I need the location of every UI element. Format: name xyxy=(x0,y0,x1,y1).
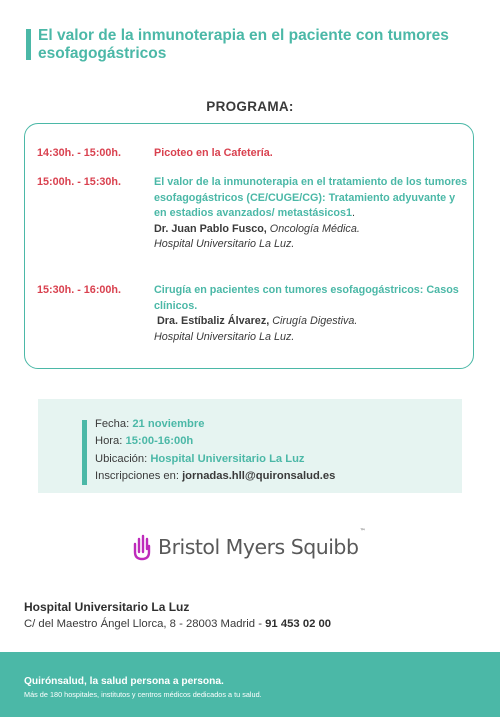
program-time: 15:00h. - 15:30h. xyxy=(37,176,122,188)
info-time xyxy=(95,433,335,450)
page-title: El valor de la inmunoterapia en el paciente con tumores esofagogástricos xyxy=(38,27,449,62)
event-info-lines xyxy=(95,416,335,485)
info-location-label: Ubicación: xyxy=(95,452,148,465)
info-date-label: Fecha: xyxy=(95,418,130,430)
speaker-name: Dr. Juan Pablo Fusco, xyxy=(154,222,267,235)
bms-mark-icon xyxy=(132,533,152,561)
address-phone[interactable]: 91 453 02 00 xyxy=(265,618,332,630)
sponsor-logo xyxy=(132,530,365,564)
program-hospital: Hospital Universitario La Luz. xyxy=(154,330,295,343)
title-accent-bar xyxy=(26,29,31,60)
sponsor-name xyxy=(158,528,365,559)
program-speaker xyxy=(154,315,357,327)
address-street: C/ del Maestro Ángel Llorca, 8 - 28003 Madrid - xyxy=(24,618,266,630)
info-location xyxy=(95,451,335,468)
info-date xyxy=(95,416,335,433)
info-date-value: 21 noviembre xyxy=(132,418,205,430)
footer-slogan: Quirónsalud, la salud persona a persona. xyxy=(24,676,224,687)
event-info-box xyxy=(38,399,462,493)
program-time: 15:30h. - 16:00h. xyxy=(37,284,122,296)
sponsor-name-text: Bristol Myers Squibb xyxy=(158,535,359,559)
program-box xyxy=(24,123,474,369)
programa-heading: PROGRAMA: xyxy=(206,99,294,114)
program-hospital: Hospital Universitario La Luz. xyxy=(154,238,295,250)
info-location-value: Hospital Universitario La Luz xyxy=(150,452,305,465)
speaker-name: Dra. Estíbaliz Álvarez, xyxy=(157,315,270,327)
registration-email-link[interactable]: jornadas.hll@quironsalud.es xyxy=(182,469,336,482)
address-line xyxy=(24,618,331,630)
program-activity: El valor de la inmunoterapia en el tratamiento de los tumores esofagogástricos (CE/CUGE/CG): Tratamiento adyuvante y en estadios avanzados/ metastásicos xyxy=(154,176,468,219)
program-time: 14:30h. - 15:00h. xyxy=(37,147,122,159)
program-activity: Cirugía en pacientes con tumores esofagogástricos: Casos clínicos. xyxy=(154,284,459,312)
info-registration-label: Inscripciones en: xyxy=(95,469,179,482)
info-accent-bar xyxy=(82,420,87,485)
program-activity: Picoteo en la Cafetería. xyxy=(154,147,273,159)
program-description: El valor de la inmunoterapia en el tratamiento de los tumores esofagogástricos (CE/CUGE/CG): Tratamiento adyuvante y en estadios avanzados/ metastásicos1. Dr. Juan Pablo Fusco, Oncología Médica. Hospital Universitario La Luz. xyxy=(154,176,468,250)
program-footnote: 1 xyxy=(346,207,353,219)
program-description xyxy=(154,283,469,345)
speaker-department: Cirugía Digestiva. xyxy=(272,315,358,327)
trademark-symbol: ™ xyxy=(359,528,365,535)
info-time-label: Hora: xyxy=(95,435,123,448)
footer-band xyxy=(0,652,500,717)
info-registration xyxy=(95,468,335,485)
program-description xyxy=(154,146,469,162)
speaker-department: Oncología Médica. xyxy=(269,222,360,235)
program-speaker xyxy=(154,223,360,235)
footer-subtext: Más de 180 hospitales, institutos y centros médicos dedicados a tu salud. xyxy=(24,690,262,699)
address-hospital-name: Hospital Universitario La Luz xyxy=(24,600,190,614)
info-time-value: 15:00-16:00h xyxy=(125,435,194,448)
